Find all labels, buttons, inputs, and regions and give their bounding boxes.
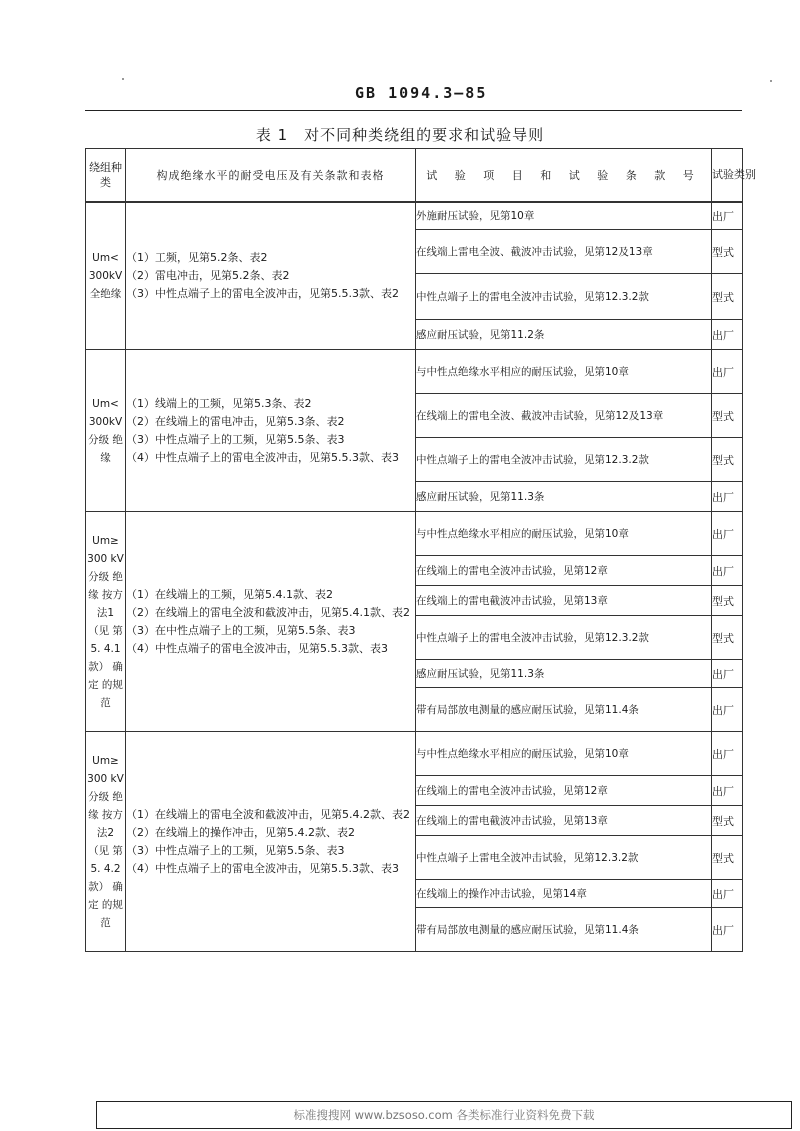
winding-type-cell: Um≥ 300 kV 分级 绝缘 按方 法1 （见 第5. 4.1 款） 确定 的规 范	[86, 512, 126, 732]
test-category-cell: 型式	[712, 394, 743, 438]
test-item-cell: 在线端上的雷电全波冲击试验，见第12章	[416, 776, 712, 806]
scan-speck	[122, 78, 124, 80]
withstand-voltage-cell	[126, 512, 416, 732]
withstand-clause: （3）中性点端子上的工频，见第5.5条、表3	[126, 432, 345, 446]
test-category-cell: 出厂	[712, 482, 743, 512]
test-category-cell: 型式	[712, 806, 743, 836]
test-category-cell: 出厂	[712, 732, 743, 776]
withstand-clause: （3）中性点端子上的工频，见第5.5条、表3	[126, 843, 345, 857]
table-header-row	[86, 149, 743, 202]
withstand-clause: （1）线端上的工频，见第5.3条、表2	[126, 396, 312, 410]
test-item-cell: 在线端上的操作冲击试验，见第14章	[416, 880, 712, 908]
test-item-cell: 在线端上雷电全波、截波冲击试验，见第12及13章	[416, 230, 712, 274]
test-category-cell: 出厂	[712, 320, 743, 350]
withstand-clause: （3）中性点端子上的雷电全波冲击，见第5.5.3款、表2	[126, 286, 399, 300]
withstand-voltage-cell	[126, 350, 416, 512]
withstand-voltage-cell	[126, 732, 416, 952]
test-category-cell: 出厂	[712, 776, 743, 806]
test-item-cell: 感应耐压试验，见第11.3条	[416, 660, 712, 688]
withstand-clause: （2）在线端上的雷电冲击，见第5.3条、表2	[126, 414, 345, 428]
test-category-cell: 出厂	[712, 688, 743, 732]
test-item-cell: 在线端上的雷电截波冲击试验，见第13章	[416, 806, 712, 836]
col-test-category: 试验类别	[712, 149, 743, 202]
test-item-cell: 在线端上的雷电全波、截波冲击试验，见第12及13章	[416, 394, 712, 438]
header-rule	[85, 110, 742, 111]
test-item-cell: 感应耐压试验，见第11.2条	[416, 320, 712, 350]
test-category-cell: 出厂	[712, 556, 743, 586]
withstand-clause: （2）在线端上的雷电全波和截波冲击，见第5.4.1款、表2	[126, 605, 410, 619]
withstand-clause: （2）雷电冲击，见第5.2条、表2	[126, 268, 290, 282]
test-item-cell: 中性点端子上的雷电全波冲击试验，见第12.3.2款	[416, 274, 712, 320]
test-item-cell: 与中性点绝缘水平相应的耐压试验，见第10章	[416, 732, 712, 776]
test-item-cell: 与中性点绝缘水平相应的耐压试验，见第10章	[416, 512, 712, 556]
test-item-cell: 中性点端子上的雷电全波冲击试验，见第12.3.2款	[416, 438, 712, 482]
test-category-cell: 出厂	[712, 512, 743, 556]
withstand-clause: （1）在线端上的雷电全波和截波冲击，见第5.4.2款、表2	[126, 807, 410, 821]
withstand-clause: （1）在线端上的工频，见第5.4.1款、表2	[126, 587, 333, 601]
test-category-cell: 型式	[712, 586, 743, 616]
table-row	[86, 202, 743, 230]
col-withstand-voltage: 构成绝缘水平的耐受电压及有关条款和表格	[126, 149, 416, 202]
table-caption: 表 1 对不同种类绕组的要求和试验导则	[255, 126, 545, 144]
winding-type-cell: Um< 300kV 全绝缘	[86, 202, 126, 350]
winding-type-cell: Um< 300kV 分级 绝缘	[86, 350, 126, 512]
withstand-clause: （4）中性点端子上的雷电全波冲击，见第5.5.3款、表3	[126, 450, 399, 464]
test-category-cell: 出厂	[712, 202, 743, 230]
standard-code: GB 1094.3—85	[355, 84, 488, 102]
test-category-cell: 出厂	[712, 908, 743, 952]
table-row	[86, 732, 743, 776]
test-item-cell: 在线端上的雷电全波冲击试验，见第12章	[416, 556, 712, 586]
test-category-cell: 出厂	[712, 350, 743, 394]
col-test-items: 试 验 项 目 和 试 验 条 款 号	[416, 149, 712, 202]
test-category-cell: 出厂	[712, 880, 743, 908]
test-category-cell: 出厂	[712, 660, 743, 688]
table-body	[86, 202, 743, 952]
test-category-cell: 型式	[712, 616, 743, 660]
test-item-cell: 外施耐压试验，见第10章	[416, 202, 712, 230]
withstand-clause: （4）中性点端子的雷电全波冲击，见第5.5.3款、表3	[126, 641, 388, 655]
winding-type-cell: Um≥ 300 kV 分级 绝缘 按方 法2 （见 第5. 4.2 款） 确定 的规 范	[86, 732, 126, 952]
withstand-clause: （2）在线端上的操作冲击，见第5.4.2款、表2	[126, 825, 355, 839]
withstand-voltage-cell	[126, 202, 416, 350]
table-row	[86, 350, 743, 394]
test-item-cell: 中性点端子上的雷电全波冲击试验，见第12.3.2款	[416, 616, 712, 660]
col-winding-type: 绕组种类	[86, 149, 126, 202]
withstand-clause: （1）工频，见第5.2条、表2	[126, 250, 268, 264]
test-item-cell: 感应耐压试验，见第11.3条	[416, 482, 712, 512]
test-item-cell: 带有局部放电测量的感应耐压试验，见第11.4条	[416, 688, 712, 732]
table-row	[86, 512, 743, 556]
test-category-cell: 型式	[712, 836, 743, 880]
withstand-clause: （3）在中性点端子上的工频，见第5.5条、表3	[126, 623, 356, 637]
scan-speck	[770, 80, 772, 82]
test-item-cell: 中性点端子上雷电全波冲击试验，见第12.3.2款	[416, 836, 712, 880]
requirements-table	[85, 148, 756, 952]
test-category-cell: 型式	[712, 230, 743, 274]
test-item-cell: 与中性点绝缘水平相应的耐压试验，见第10章	[416, 350, 712, 394]
test-item-cell: 带有局部放电测量的感应耐压试验，见第11.4条	[416, 908, 712, 952]
test-item-cell: 在线端上的雷电截波冲击试验，见第13章	[416, 586, 712, 616]
test-category-cell: 型式	[712, 438, 743, 482]
test-category-cell: 型式	[712, 274, 743, 320]
footer-banner: 标准搜搜网 www.bzsoso.com 各类标准行业资料免费下载	[96, 1101, 792, 1129]
withstand-clause: （4）中性点端子上的雷电全波冲击，见第5.5.3款、表3	[126, 861, 399, 875]
